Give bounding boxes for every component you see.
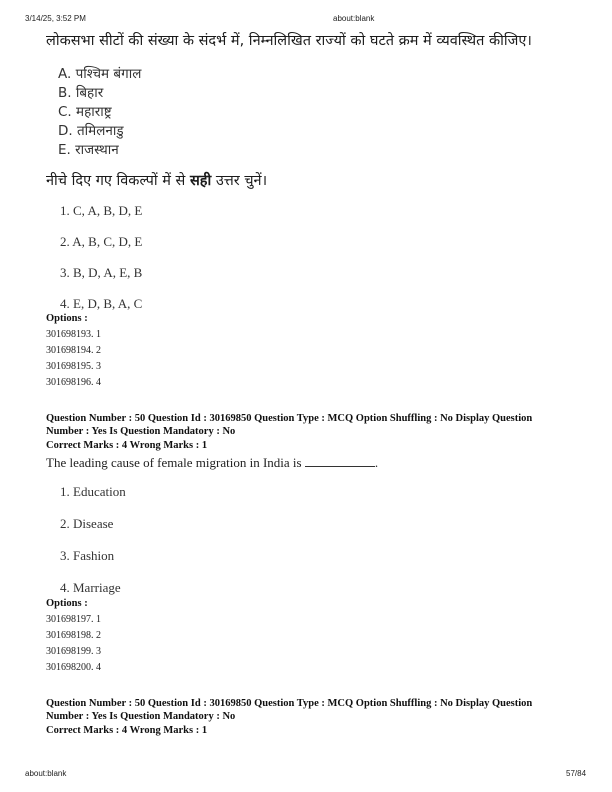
option-id-4: 301698196. 4 — [46, 377, 101, 388]
option-id-2: 301698194. 2 — [46, 345, 101, 356]
state-item-d: D. तमिलनाडु — [58, 123, 124, 139]
marks-meta-repeat: Correct Marks : 4 Wrong Marks : 1 — [46, 725, 208, 736]
option-id-3: 301698199. 3 — [46, 646, 101, 657]
option-id-2: 301698198. 2 — [46, 630, 101, 641]
options-label: Options : — [46, 313, 88, 324]
question-text-english — [46, 455, 378, 471]
choice-4: 4. Marriage — [60, 580, 121, 595]
print-url-footer: about:blank — [25, 769, 67, 778]
choice-4: 4. E, D, B, A, C — [60, 296, 143, 311]
choice-2: 2. Disease — [60, 516, 114, 531]
option-id-3: 301698195. 3 — [46, 361, 101, 372]
instruction-post: उत्तर चुनें। — [211, 173, 268, 189]
question-post: . — [374, 455, 379, 470]
print-url-header: about:blank — [333, 14, 375, 23]
option-id-4: 301698200. 4 — [46, 662, 101, 673]
state-item-a: A. पश्चिम बंगाल — [58, 66, 142, 82]
state-item-e: E. राजस्थान — [58, 142, 119, 158]
question-text-hindi: लोकसभा सीटों की संख्या के संदर्भ में, निम्नलिखित राज्यों को घटते क्रम में व्यवस्थित कीजिए। — [46, 33, 532, 49]
choice-3: 3. B, D, A, E, B — [60, 265, 143, 280]
instruction-pre: नीचे दिए गए विकल्पों में से — [46, 173, 190, 189]
option-id-1: 301698197. 1 — [46, 614, 101, 625]
state-item-c: C. महाराष्ट्र — [58, 104, 112, 120]
choice-1: 1. C, A, B, D, E — [60, 203, 143, 218]
page-number: 57/84 — [566, 769, 587, 778]
option-id-1: 301698193. 1 — [46, 329, 101, 340]
marks-meta: Correct Marks : 4 Wrong Marks : 1 — [46, 440, 208, 451]
question-meta: Question Number : 50 Question Id : 30169850 Question Type : MCQ Option Shuffling : No Display Question Number : Yes Is Question Mandatory : No — [46, 413, 533, 437]
instruction-text — [46, 170, 267, 190]
choice-1: 1. Education — [60, 484, 126, 499]
print-datetime: 3/14/25, 3:52 PM — [25, 14, 86, 23]
instruction-bold: सही — [189, 173, 212, 189]
state-item-b: B. बिहार — [58, 85, 104, 101]
question-pre: The leading cause of female migration in India is — [46, 455, 305, 470]
answer-blank — [305, 456, 375, 467]
choice-2: 2. A, B, C, D, E — [60, 234, 143, 249]
choice-3: 3. Fashion — [60, 548, 115, 563]
question-meta-repeat: Question Number : 50 Question Id : 30169850 Question Type : MCQ Option Shuffling : No Display Question Number : Yes Is Question Mandatory : No — [46, 698, 533, 722]
options-label: Options : — [46, 598, 88, 609]
